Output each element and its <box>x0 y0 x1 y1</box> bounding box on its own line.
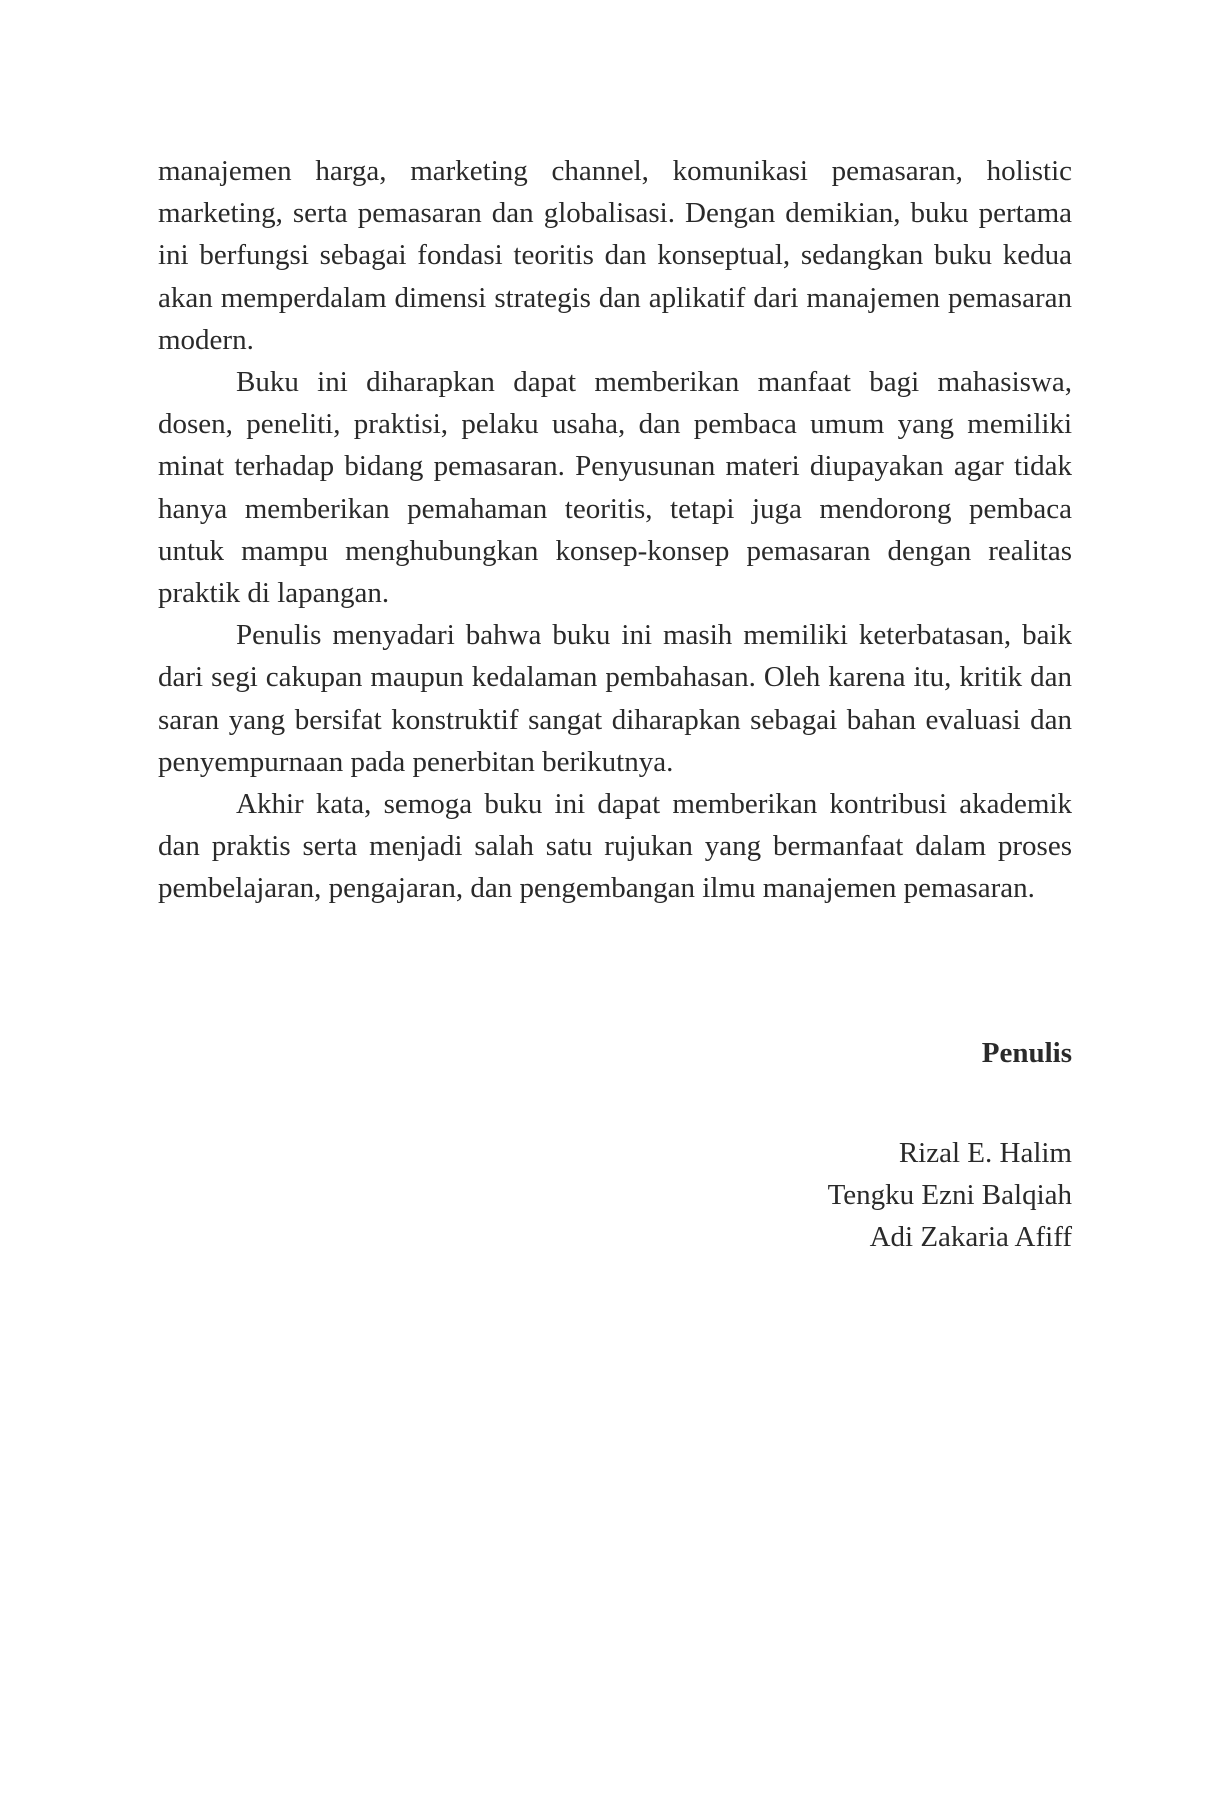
body-text <box>158 150 1072 910</box>
author-name: Tengku Ezni Balqiah <box>827 1179 1072 1211</box>
signature-title: Penulis <box>981 1037 1072 1069</box>
paragraph-closing: Akhir kata, semoga buku ini dapat memberikan kontribusi akademik dan praktis serta menjadi salah satu rujukan yang bermanfaat dalam proses pembelajaran, pengajaran, dan pengembangan ilmu manajemen pemasaran. <box>158 788 1072 905</box>
paragraph-limitations: Penulis menyadari bahwa buku ini masih memiliki keterbatasan, baik dari segi cakupan maupun kedalaman pembahasan. Oleh karena itu, kritik dan saran yang bersifat konstruktif sangat diharapkan sebagai bahan evaluasi dan penyempurnaan pada penerbitan berikutnya. <box>158 619 1072 778</box>
author-name: Adi Zakaria Afiff <box>869 1221 1072 1253</box>
paragraph-continuation: manajemen harga, marketing channel, komunikasi pemasaran, holistic marketing, serta pemasaran dan globalisasi. Dengan demikian, buku pertama ini berfungsi sebagai fondasi teoritis dan konseptual, sedangkan buku kedua akan memperdalam dimensi strategis dan aplikatif dari manajemen pemasaran modern. <box>158 155 1072 356</box>
paragraph-benefit: Buku ini diharapkan dapat memberikan manfaat bagi mahasiswa, dosen, peneliti, praktisi, pelaku usaha, dan pembaca umum yang memiliki minat terhadap bidang pemasaran. Penyusunan materi diupayakan agar tidak hanya memberikan pemahaman teoritis, tetapi juga mendorong pembaca untuk mampu menghubungkan konsep-konsep pemasaran dengan realitas praktik di lapangan. <box>158 366 1072 610</box>
signature-block <box>828 1032 1072 1258</box>
author-name: Rizal E. Halim <box>898 1137 1072 1169</box>
